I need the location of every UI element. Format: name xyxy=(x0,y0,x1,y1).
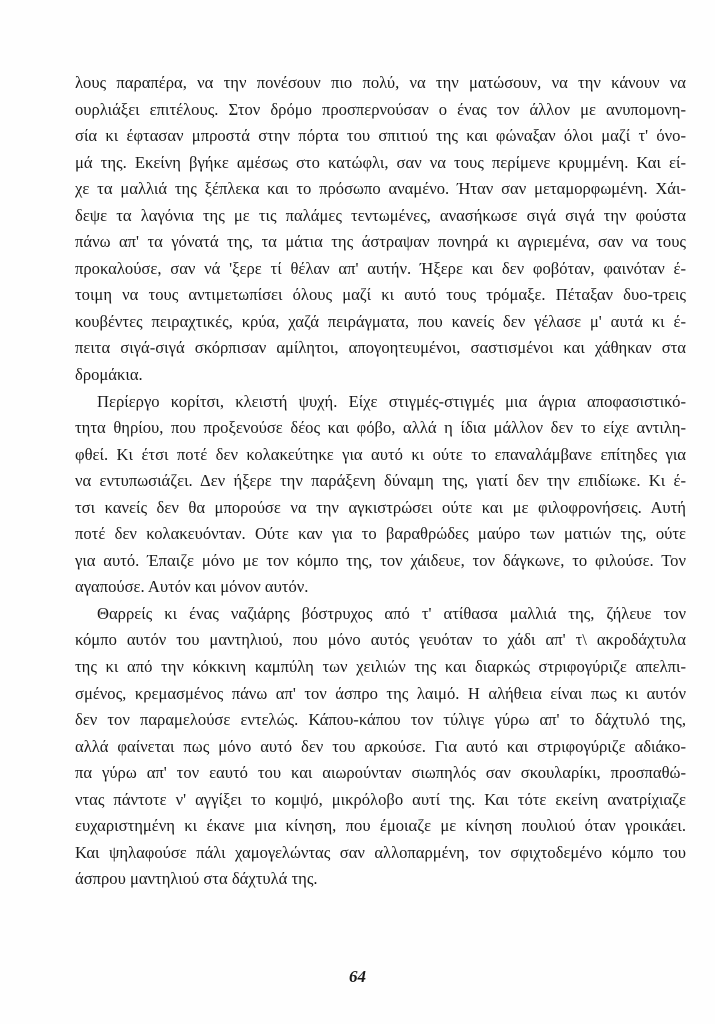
paragraph-3 xyxy=(75,601,686,893)
page-number: 64 xyxy=(349,967,366,986)
text-line: κόμπο αυτόν του μαντηλιού, που μόνο αυτός γευόταν το χάδι απ' τ\ ακροδάχτυλα xyxy=(75,630,686,650)
paragraph-2 xyxy=(75,389,686,601)
text-line: πάνω απ' τα γόνατά της, τα μάτια της άστραψαν πονηρά κι αγριεμένα, σαν να τους xyxy=(75,232,686,252)
text-line: άσπρου μαντηλιού στα δάχτυλά της. xyxy=(75,869,318,889)
paragraph-1 xyxy=(75,70,686,389)
text-line: για αυτό. Έπαιζε μόνο με τον κόμπο της, τον χάιδευε, τον δάγκωνε, το φιλούσε. Τον xyxy=(75,550,686,570)
text-line: αγαπούσε. Αυτόν και μόνον αυτόν. xyxy=(75,577,309,597)
text-line: ουρλιάξει επιτέλους. Στον δρόμο προσπερνούσαν ο ένας τον άλλον με ανυπομονη- xyxy=(75,99,686,119)
text-line: κουβέντες πειραχτικές, κρύα, χαζά πειράγματα, που κανείς δεν γέλασε μ' αυτά κι έ- xyxy=(75,311,686,331)
text-line: δρομάκια. xyxy=(75,365,143,385)
text-line: Και ψηλαφούσε πάλι χαμογελώντας σαν αλλοπαρμένη, τον σφιχτοδεμένο κόμπο του xyxy=(75,842,686,862)
text-line: δεν τον παραμελούσε εντελώς. Κάπου-κάπου τον τύλιγε γύρω απ' το δάχτυλό της, xyxy=(75,710,686,730)
text-line: δεψε τα λαγόνια της με τις παλάμες τεντωμένες, ανασήκωσε σιγά σιγά την φούστα xyxy=(75,205,686,225)
text-line: φθεί. Κι έτσι ποτέ δεν κολακεύτηκε για αυτό κι ούτε το επαναλάμβανε επίτηδες για xyxy=(75,444,686,464)
text-line: σία κι έφτασαν μπροστά στην πόρτα του σπιτιού της και φώναξαν όλοι μαζί τ' όνο- xyxy=(75,126,686,146)
text-line: τσι κανείς δεν θα μπορούσε να την αγκιστρώσει ούτε και με φιλοφρονήσεις. Αυτή xyxy=(75,497,686,517)
text-line: πα γύρω απ' τον εαυτό του και αιωρούνταν σιωπηλός σαν σκουλαρίκι, προσπαθώ- xyxy=(75,763,686,783)
body-text xyxy=(75,70,686,893)
text-line: ποτέ δεν κολακευόνταν. Ούτε καν για το βαραθρώδες μαύρο των ματιών της, ούτε xyxy=(75,524,686,544)
text-line: προκαλούσε, σαν νά 'ξερε τί θέλαν απ' αυτήν. Ήξερε και δεν φοβόταν, φαινόταν έ- xyxy=(75,258,686,278)
text-line: πειτα σιγά-σιγά σκόρπισαν αμίλητοι, απογοητευμένοι, σαστισμένοι και χάθηκαν στα xyxy=(75,338,686,358)
text-line: της κι από την κόκκινη καμπύλη των χειλιών της και διαρκώς στριφογύριζε απελπι- xyxy=(75,657,686,677)
text-line: τητα θηρίου, που προξενούσε δέος και φόβο, αλλά η ίδια μάλλον δεν το είχε αντιλη- xyxy=(75,418,686,438)
text-line: τοιμη να τους αντιμετωπίσει όλους μαζί κι αυτό τους τρόμαξε. Πέταξαν δυο-τρεις xyxy=(75,285,686,305)
text-line: λους παραπέρα, να την πονέσουν πιο πολύ, να την ματώσουν, να την κάνουν να xyxy=(75,73,686,92)
text-line: Θαρρείς κι ένας ναζιάρης βόστρυχος από τ' ατίθασα μαλλιά της, ζήλευε τον xyxy=(97,603,686,623)
text-line: χε τα μαλλιά της ξέπλεκα και το πρόσωπο αναμένο. Ήταν σαν μεταμορφωμένη. Χάι- xyxy=(75,179,686,199)
text-line: μά της. Εκείνη βγήκε αμέσως στο κατώφλι, σαν να τους περίμενε κρυμμένη. Και εί- xyxy=(75,152,686,172)
text-line: ευχαριστημένη κι έκανε μια κίνηση, που έμοιαζε με κίνηση πουλιού όταν γροικάει. xyxy=(75,816,686,836)
text-line: Περίεργο κορίτσι, κλειστή ψυχή. Είχε στιγμές-στιγμές μια άγρια αποφασιστικό- xyxy=(97,391,686,411)
text-line: αλλά φαίνεται πως μόνο αυτό δεν του αρκούσε. Για αυτό και στριφογύριζε αδιάκο- xyxy=(75,736,686,756)
text-line: ντας πάντοτε ν' αγγίξει το κομψό, μικρόλοβο αυτί της. Και τότε εκείνη ανατρίχιαζε xyxy=(75,789,686,809)
text-line: να εντυπωσιάζει. Δεν ήξερε την παράξενη δύναμη της, γιατί δεν την επιδίωκε. Κι έ- xyxy=(75,471,686,491)
text-line: σμένος, κρεμασμένος πάνω απ' τον άσπρο της λαιμό. Η αλήθεια είναι πως κι αυτόν xyxy=(75,683,686,703)
